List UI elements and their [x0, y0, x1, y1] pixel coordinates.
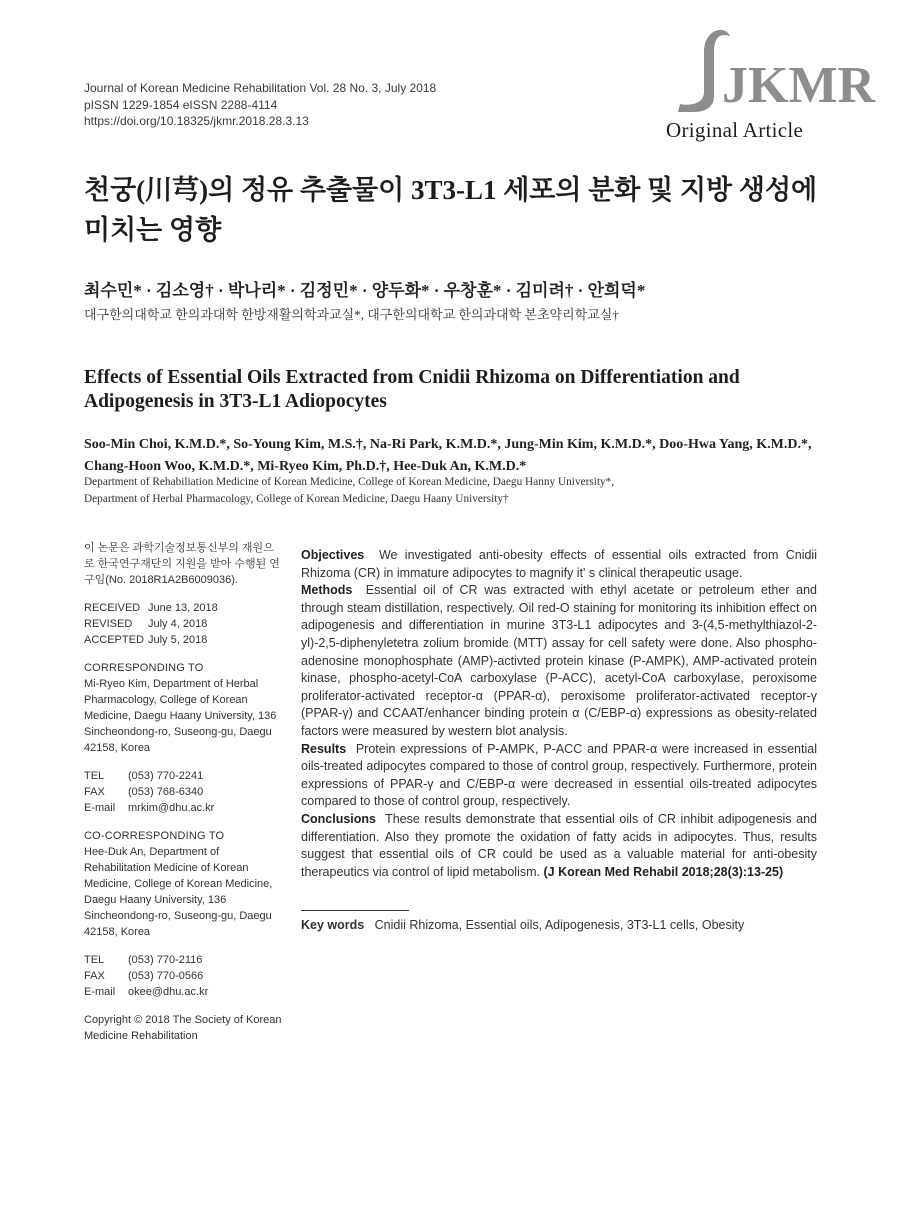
- journal-citation: Journal of Korean Medicine Rehabilitation Vol. 28 No. 3, July 2018: [84, 81, 437, 95]
- methods-text: Essential oil of CR was extracted with ethyl acetate or petroleum ether and through steam distillation, respectively. Oil red-O staining for monitoring its inhibition effect on adipogenesis and differentiation in murine 3T3-L1 adipocytes and 3-(4,5-methylthiazol-2-yl)-2,5-diphenyletetra zolium bromide (MTT) assay for cell safety were done. Also phospho-adenosine monophosphate (AMP)-activted protein kinase (P-AMPK), AMP-activated protein kinase, phospho-acetyl-CoA carboxylase (P-ACC), acetyl-CoA carboxylase, peroxisome proliferator-activated receptor-α (PPAR-α), peroxisome proliferator-activated receptor-γ (PPAR-γ) and CCAAT/enhancer binding protein α (C/EBP-α) expressions as obesity-related factors were measured by western blot analysis.: [301, 583, 817, 738]
- abstract-conclusions: [301, 811, 817, 881]
- article-type-label: Original Article: [666, 118, 804, 142]
- date-label: RECEIVED: [84, 602, 141, 614]
- objectives-label: Objectives: [301, 548, 365, 562]
- affiliation-line-2: Department of Herbal Pharmacology, College of Korean Medicine, Daegu Haany University†: [84, 493, 509, 505]
- article-sidebar: [84, 540, 284, 1056]
- conclusions-label: Conclusions: [301, 811, 377, 826]
- affiliation-line-1: Department of Rehabiliation Medicine of Korean Medicine, College of Korean Medicine, Daegu Hanny University*,: [84, 476, 615, 488]
- date-value: July 4, 2018: [148, 618, 208, 630]
- keywords-divider: [301, 910, 409, 911]
- results-label: Results: [301, 741, 347, 756]
- fax-value: (053) 768-6340: [128, 786, 204, 798]
- results-text: Protein expressions of P-AMPK, P-ACC and PPAR-α were increased in essential oils-treated adipocytes compared to those of control group, respectively. Furthermore, protein expressions of PPAR-γ and C/EBP-α were decreased in essential oils-treated adipocytes compared to those of control group, respectively.: [301, 741, 817, 809]
- date-value: July 5, 2018: [148, 634, 208, 646]
- objectives-text: We investigated anti-obesity effects of essential oils extracted from Cnidii Rhizoma (CR) in immature adipocytes to magnify it' s clinical therapeutic usage.: [301, 548, 817, 580]
- tel-label: TEL: [84, 954, 105, 966]
- fax-label: FAX: [84, 786, 105, 798]
- funding-note: 이 논문은 과학기술정보통신부의 재원으로 한국연구재단의 지원을 받아 수행된 연구임(No. 2018R1A2B6009036).: [84, 542, 280, 586]
- tel-value: (053) 770-2116: [128, 954, 203, 966]
- date-row-accepted: [84, 632, 284, 648]
- journal-info: [84, 80, 436, 130]
- date-value: June 13, 2018: [148, 602, 218, 614]
- logo-text: JKMR: [722, 57, 876, 114]
- korean-title: 천궁(川芎)의 정유 추출물이 3T3-L1 세포의 분화 및 지방 생성에 미치는 영향: [84, 175, 818, 245]
- conclusions-text: These results demonstrate that essential oils of CR inhibit adipogenesis and differentiation. Also they promote the oxidation of fatty acids in adipocytes. Thus, results suggest that essential oils of CR could be used as a valuable material for anti-obesity therapeutics via control of lipid metabolism.: [301, 811, 817, 879]
- issn: pISSN 1229-1854 eISSN 2288-4114: [84, 97, 278, 112]
- fax-value: (053) 770-0566: [128, 970, 204, 982]
- keywords-label: Key words: [301, 918, 365, 932]
- email-link[interactable]: mrkim@dhu.ac.kr: [128, 802, 215, 814]
- date-row-received: [84, 600, 284, 616]
- keywords-text: Cnidii Rhizoma, Essential oils, Adipogenesis, 3T3-L1 cells, Obesity: [374, 918, 745, 932]
- jkmr-logo-mark: [664, 22, 876, 117]
- abstract-results: [301, 741, 817, 811]
- abstract-methods: [301, 582, 817, 740]
- article-dates: [84, 600, 284, 648]
- copyright-notice: Copyright © 2018 The Society of Korean Medicine Rehabilitation: [84, 1014, 282, 1042]
- citation: (J Korean Med Rehabil 2018;28(3):13-25): [543, 864, 784, 879]
- corresponding-author: [84, 660, 284, 756]
- doi-link[interactable]: https://doi.org/10.18325/jkmr.2018.28.3.13: [84, 114, 309, 128]
- email-label: E-mail: [84, 802, 116, 814]
- methods-label: Methods: [301, 583, 353, 598]
- keywords: [301, 918, 817, 932]
- abstract: [301, 547, 817, 881]
- english-affiliation: [84, 474, 824, 508]
- english-title: Effects of Essential Oils Extracted from Cnidii Rhizoma on Differentiation and Adipogenesis in 3T3-L1 Adiopocytes: [84, 367, 740, 412]
- email-label: E-mail: [84, 986, 116, 998]
- date-row-revised: [84, 616, 284, 632]
- date-label: REVISED: [84, 618, 133, 630]
- email-link[interactable]: okee@dhu.ac.kr: [128, 986, 209, 998]
- co-corresponding-contact: [84, 952, 284, 1000]
- abstract-objectives: [301, 547, 817, 582]
- korean-authors: 최수민* · 김소영† · 박나리* · 김정민* · 양두화* · 우창훈* · 김미려† · 안희덕*: [84, 281, 646, 300]
- co-corresponding-address: Hee-Duk An, Department of Rehabilitation Medicine of Korean Medicine, College of Korean Medicine, Daegu Haany University, 136 Sincheondong-ro, Suseong-gu, Daegu 42158, Korea: [84, 846, 273, 938]
- tel-label: TEL: [84, 770, 105, 782]
- corresponding-heading: CORRESPONDING TO: [84, 662, 204, 674]
- co-corresponding-heading: CO-CORRESPONDING TO: [84, 830, 225, 842]
- korean-affiliation: 대구한의대학교 한의과대학 한방재활의학과교실*, 대구한의대학교 한의과대학 본초약리학교실†: [84, 307, 619, 322]
- co-corresponding-author: [84, 828, 284, 940]
- english-authors: Soo-Min Choi, K.M.D.*, So-Young Kim, M.S.†, Na-Ri Park, K.M.D.*, Jung-Min Kim, K.M.D.*, Doo-Hwa Yang, K.M.D.*, Chang-Hoon Woo, K.M.D.*, Mi-Ryeo Kim, Ph.D.†, Hee-Duk An, K.M.D.*: [84, 437, 812, 474]
- tel-value: (053) 770-2241: [128, 770, 204, 782]
- jkmr-logo: [664, 22, 876, 144]
- corresponding-address: Mi-Ryeo Kim, Department of Herbal Pharmacology, College of Korean Medicine, Daegu Haany University, 136 Sincheondong-ro, Suseong-gu, Daegu 42158, Korea: [84, 678, 277, 754]
- fax-label: FAX: [84, 970, 105, 982]
- date-label: ACCEPTED: [84, 634, 144, 646]
- corresponding-contact: [84, 768, 284, 816]
